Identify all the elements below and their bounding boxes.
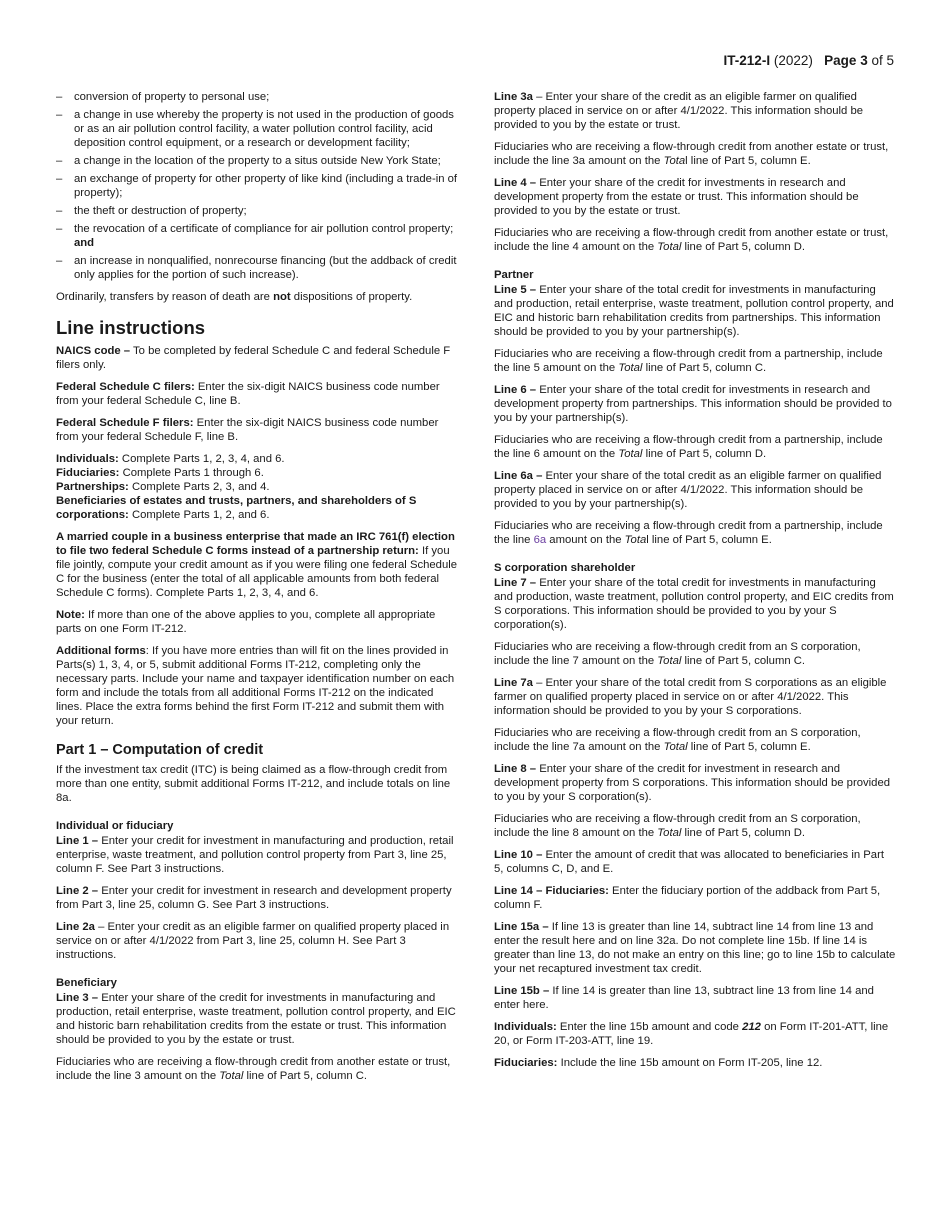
text: – Enter your share of the credit as an eligible farmer on qualified property placed in service on or after 4/1/2022. This information should be provided to you by the estate or trust. [494,91,864,131]
line6-paragraph [494,383,896,425]
beneficiaries-line [56,494,458,522]
line6a-paragraph [494,469,896,511]
italic: Total [219,1070,244,1082]
label: Additional forms [56,645,146,657]
line2-paragraph [56,884,458,912]
line4-paragraph [494,176,896,218]
label: Line 14 – Fiduciaries: [494,885,609,897]
line7-paragraph [494,576,896,632]
text: l line of Part 5, column E. [646,534,772,546]
individuals-line [56,452,458,466]
line5-fiduciary-paragraph [494,347,896,375]
text: line of Part 5, column C. [645,362,767,374]
text: If more than one of the above applies to you, complete all appropriate parts on one Form IT-212. [56,609,436,635]
text: To be completed by federal Schedule C and federal Schedule F filers only. [56,345,451,371]
text: Fiduciaries who are receiving a flow-through credit from another estate or trust, include the line 3 amount on the [56,1056,451,1082]
label: Line 8 – [494,763,537,775]
italic: Total [657,655,682,667]
list-item: – the theft or destruction of property; [56,204,458,218]
s-corp-heading: S corporation shareholder [494,562,636,574]
text: If line 13 is greater than line 14, subtract line 14 from line 13 and enter the result here and on line 32a. Do not complete line 15b. If line 14 is greater than line 13, do not make an entry on this line; go to line 15b to calculate your net recaptured investment tax credit. [494,921,896,975]
label: Federal Schedule C filers: [56,381,195,393]
list-item [56,222,458,250]
label: Fiduciaries: [494,1057,558,1069]
text: line of Part 5, column D. [645,448,767,460]
text: If you file jointly, compute your credit amount as if you were filing one federal Schedule C for the business (enter the total of all applicable amounts from both federal Schedule C forms). Complete Parts 1, 2, 3, 4, and 6. [56,545,458,599]
label: Federal Schedule F filers: [56,417,194,429]
label: Line 5 – [494,284,537,296]
line1-paragraph [56,834,458,876]
line10-paragraph [494,848,896,876]
label: Line 2a [56,921,95,933]
form-year: (2022) [773,53,813,68]
list-item: – a change in use whereby the property is not used in the production of goods or as an air pollution control facility, a water pollution control facility, acid deposition control equipment, or a research or development facility; [56,108,458,150]
filer-parts-block [56,452,458,522]
italic: Total [618,362,643,374]
italic: Tota [624,534,647,546]
page-label: Page [824,53,857,68]
label: Note: [56,609,85,621]
italic: Tota [663,155,686,167]
text: : If you have more entries than will fit on the lines provided in Parts(s) 1, 3, 4, or 5, submit additional Forms IT-212, completing only the necessary parts. Include your name and taxpayer identification number on each form and include the totals from all additional Forms IT-212 on the indicated lines. Place the extra forms behind the first Form IT-212 and submit them with your return. [56,645,455,727]
text: Enter the six-digit NAICS business code number from your federal Schedule F, line B. [56,417,439,443]
text: line of Part 5, column E. [690,741,811,753]
text: Complete Parts 2, 3, and 4. [131,481,270,493]
line6-fiduciary-paragraph [494,433,896,461]
italic: Total [663,741,688,753]
text: line of Part 5, column D. [684,827,806,839]
label: Line 4 – [494,177,537,189]
right-column [494,90,896,1078]
ordinarily-paragraph [56,290,458,304]
text: Ordinarily, transfers by reason of death are [56,291,270,303]
list-item: – a change in the location of the property to a situs outside New York State; [56,154,458,168]
text: line of Part 5, column D. [684,241,806,253]
text: Fiduciaries who are receiving a flow-through credit from another estate or trust, include the line 4 amount on the [494,227,889,253]
text: – Enter your credit as an eligible farmer on qualified property placed in service on or after 4/1/2022 from Part 3, line 25, column H. See Part 3 instructions. [56,921,450,961]
text: Enter your share of the total credit for investments in manufacturing and production, waste treatment, pollution control property, and EIC credits from S corporations. This information should be provided to you by your S corporation(s). [494,577,894,631]
text: line of Part 5, column C. [684,655,806,667]
list-item: – conversion of property to personal use; [56,90,458,104]
text: Fiduciaries who are receiving a flow-through credit from an S corporation, include the line 8 amount on the [494,813,861,839]
label: A married couple in a business enterprise that made an IRC 761(f) election to file two federal Schedule C forms instead of a partnership return: [56,531,455,557]
individual-fiduciary-heading: Individual or fiduciary [56,820,174,832]
label: Partnerships: [56,481,129,493]
emphasis: not [273,291,291,303]
text: Enter the amount of credit that was allocated to beneficiaries in Part 5, columns C, D, and E. [494,849,884,875]
line4-fiduciary-paragraph [494,226,896,254]
text: Enter your share of the total credit for investments in research and development property from partnerships. This information should be provided to you by your partnership(s). [494,384,892,424]
text: Enter the six-digit NAICS business code number from your federal Schedule C, line B. [56,381,440,407]
part1-intro: If the investment tax credit (ITC) is being claimed as a flow-through credit from more than one entity, submit additional Forms IT-212, and include totals on line 8a. [56,764,451,804]
line15b-paragraph [494,984,896,1012]
list-item-bold: and [74,237,95,249]
disposition-list [56,90,458,282]
line7a-fiduciary-paragraph [494,726,896,754]
italic: Total [657,241,682,253]
italic: Total [618,448,643,460]
label: Line 1 – [56,835,99,847]
line3-fiduciary-paragraph [56,1055,458,1083]
text: Fiduciaries who are receiving a flow-through credit from an S corporation, include the line 7a amount on the [494,727,861,753]
label: Line 6a – [494,470,543,482]
text: Complete Parts 1, 2, 3, 4, and 6. [121,453,285,465]
left-column [56,90,458,1091]
text: Fiduciaries who are receiving a flow-through credit from a partnership, include the line 5 amount on the [494,348,883,374]
text: Complete Parts 1 through 6. [122,467,264,479]
partnerships-line [56,480,458,494]
text: Include the line 15b amount on Form IT-205, line 12. [560,1057,823,1069]
text: Enter your credit for investment in research and development property from Part 3, line 25, column G. See Part 3 instructions. [56,885,452,911]
text: Enter your share of the credit for investments in research and development property from the estate or trust. This information should be provided to you by the estate or trust. [494,177,859,217]
text: Fiduciaries who are receiving a flow-through credit from a partnership, include the line 6 amount on the [494,434,883,460]
label: Line 7 – [494,577,537,589]
text: dispositions of property. [293,291,413,303]
partner-heading: Partner [494,269,534,281]
text: Fiduciaries who are receiving a flow-through credit from another estate or trust, include the line 3a amount on the [494,141,889,167]
text: If line 14 is greater than line 13, subtract line 13 from line 14 and enter here. [494,985,874,1011]
label: Fiduciaries: [56,467,120,479]
line2a-paragraph [56,920,458,962]
fiduciaries-line [56,466,458,480]
label: Line 10 – [494,849,543,861]
line7-fiduciary-paragraph [494,640,896,668]
text: Enter your share of the total credit as an eligible farmer on qualified property placed in service on or after 4/1/2022. This information should be provided to you by your partnership(s). [494,470,882,510]
page-header [724,53,894,68]
sched-f-paragraph [56,416,458,444]
label: Individuals: [56,453,119,465]
line8-paragraph [494,762,896,804]
page-total: of 5 [871,53,894,68]
beneficiary-heading: Beneficiary [56,977,117,989]
code: 212 [742,1021,761,1033]
text: on Form IT-201-ATT, line 20, or Form IT-203-ATT, line 19. [494,1021,889,1047]
label: Beneficiaries of estates and trusts, partners, and shareholders of S corporations: [56,495,417,521]
list-item: – an increase in nonqualified, nonrecourse financing (but the addback of credit only applies for the portion of such increase). [56,254,458,282]
line15a-paragraph [494,920,896,976]
line5-paragraph [494,283,896,339]
italic: Total [657,827,682,839]
label: Line 3 – [56,992,99,1004]
text: Enter the line 15b amount and code [559,1021,739,1033]
text: line of Part 5, column C. [246,1070,368,1082]
text: l line of Part 5, column E. [685,155,811,167]
text: – Enter your share of the total credit from S corporations as an eligible farmer on qualified property placed in service on or after 4/1/2022. This information should be provided to you by your S corporations. [494,677,887,717]
line3a-paragraph [494,90,896,132]
page-number: 3 [860,53,868,68]
text: amount on the [549,534,622,546]
label: Line 7a [494,677,533,689]
label: Line 2 – [56,885,99,897]
label: Line 15b – [494,985,550,997]
naics-paragraph [56,344,458,372]
note-paragraph [56,608,458,636]
line3-paragraph [56,991,458,1047]
text: Fiduciaries who are receiving a flow-through credit from a partnership, include the line [494,520,883,546]
additional-forms-paragraph [56,644,458,728]
line14-paragraph [494,884,896,912]
text: Enter your credit for investment in manufacturing and production, retail enterprise, waste treatment, and pollution control property from Part 3, line 25, column F. See Part 3 instructions. [56,835,454,875]
text: Enter the fiduciary portion of the addback from Part 5, column F. [494,885,881,911]
text: Enter your share of the credit for investment in research and development property from S corporations. This information should be provided to you by your S corporation(s). [494,763,891,803]
list-item-text: the revocation of a certificate of compliance for air pollution control property; [74,223,454,235]
text: Enter your share of the credit for investments in manufacturing and production, retail enterprise, waste treatment, pollution control property, and EIC and historic barn rehabilitation credits from the estate or trust. This information should be provided to you by the estate or trust. [56,992,456,1046]
individuals-15b-paragraph [494,1020,896,1048]
label: Line 6 – [494,384,537,396]
label: NAICS code – [56,345,131,357]
line6a-fiduciary-paragraph [494,519,896,547]
line8-fiduciary-paragraph [494,812,896,840]
line-6a-link[interactable]: 6a [533,534,547,546]
form-id: IT-212-I [723,53,771,68]
sched-c-paragraph [56,380,458,408]
label: Line 3a [494,91,533,103]
part1-heading: Part 1 – Computation of credit [56,742,264,758]
label: Individuals: [494,1021,557,1033]
list-item: – an exchange of property for other property of like kind (including a trade-in of property); [56,172,458,200]
text: Enter your share of the total credit for investments in manufacturing and production, retail enterprise, waste treatment, pollution control property, and EIC and historic barn rehabilitation credits from partnerships. This information should be provided to you by your partnership(s). [494,284,894,338]
line7a-paragraph [494,676,896,718]
line3a-fiduciary-paragraph [494,140,896,168]
fiduciaries-15b-paragraph [494,1056,896,1070]
text: Complete Parts 1, 2, and 6. [131,509,270,521]
text: Fiduciaries who are receiving a flow-through credit from an S corporation, include the line 7 amount on the [494,641,861,667]
married-couple-paragraph [56,530,458,600]
label: Line 15a – [494,921,549,933]
line-instructions-heading: Line instructions [56,317,206,338]
